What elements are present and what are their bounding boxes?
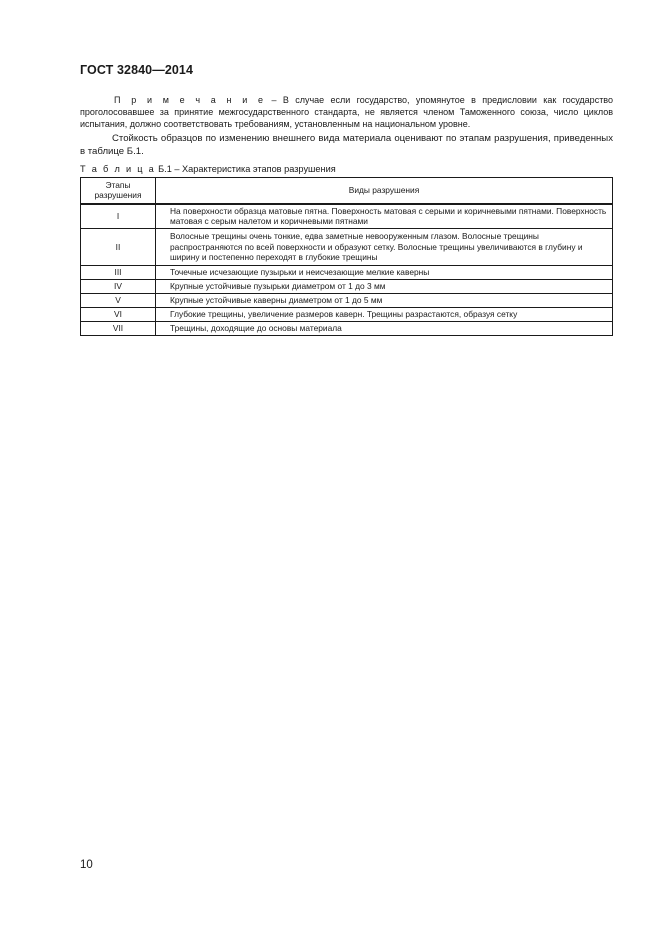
stage-cell: VI (81, 308, 156, 322)
note-label: П р и м е ч а н и е (114, 95, 266, 105)
page-number: 10 (80, 859, 93, 871)
description-cell: Глубокие трещины, увеличение размеров каверн. Трещины разрастаются, образуя сетку (156, 308, 613, 322)
header-destruction-types: Виды разрушения (156, 178, 613, 204)
table-row (81, 266, 613, 280)
description-cell: Крупные устойчивые каверны диаметром от 1 до 5 мм (156, 294, 613, 308)
stage-cell: VII (81, 322, 156, 336)
note-text: – В случае если государство, упомянутое в предисловии как государство проголосовавшее за принятие межгосударственного стандарта, не является членом Таможенного союза, число циклов испытания, должно соответствовать требованиям, установленным на национальном уровне. (80, 95, 613, 130)
stage-cell: IV (81, 280, 156, 294)
description-cell: На поверхности образца матовые пятна. Поверхность матовая с серыми и коричневыми пятнами. Поверхность матовая с серым налетом и коричневыми пятнами (156, 204, 613, 229)
stage-cell: I (81, 204, 156, 229)
description-cell: Крупные устойчивые пузырьки диаметром от 1 до 3 мм (156, 280, 613, 294)
table-row (81, 204, 613, 229)
stage-cell: V (81, 294, 156, 308)
stage-cell: II (81, 229, 156, 266)
description-cell: Волосные трещины очень тонкие, едва заметные невооруженным глазом. Волосные трещины распространяются по всей поверхности и образуют сетку. Волосные трещины увеличиваются в глубину и ширину и постепенно переходят в глубокие трещины (156, 229, 613, 266)
table-row (81, 308, 613, 322)
page-header-title: ГОСТ 32840—2014 (80, 63, 194, 77)
table-row (81, 280, 613, 294)
table-caption-text: Б.1 – Характеристика этапов разрушения (155, 164, 336, 174)
stage-cell: III (81, 266, 156, 280)
destruction-stages-table (80, 177, 613, 336)
description-cell: Точечные исчезающие пузырьки и неисчезающие мелкие каверны (156, 266, 613, 280)
description-cell: Трещины, доходящие до основы материала (156, 322, 613, 336)
header-stages: Этапы разрушения (81, 178, 156, 204)
table-row (81, 322, 613, 336)
table-header-row (81, 178, 613, 204)
body-paragraph: Стойкость образцов по изменению внешнего вида материала оценивают по этапам разрушения, приведенных в таблице Б.1. (80, 133, 613, 157)
table-caption-label: Т а б л и ц а (80, 164, 156, 174)
table-row (81, 229, 613, 266)
table-caption (80, 164, 336, 174)
table-row (81, 294, 613, 308)
note-paragraph (80, 94, 613, 131)
